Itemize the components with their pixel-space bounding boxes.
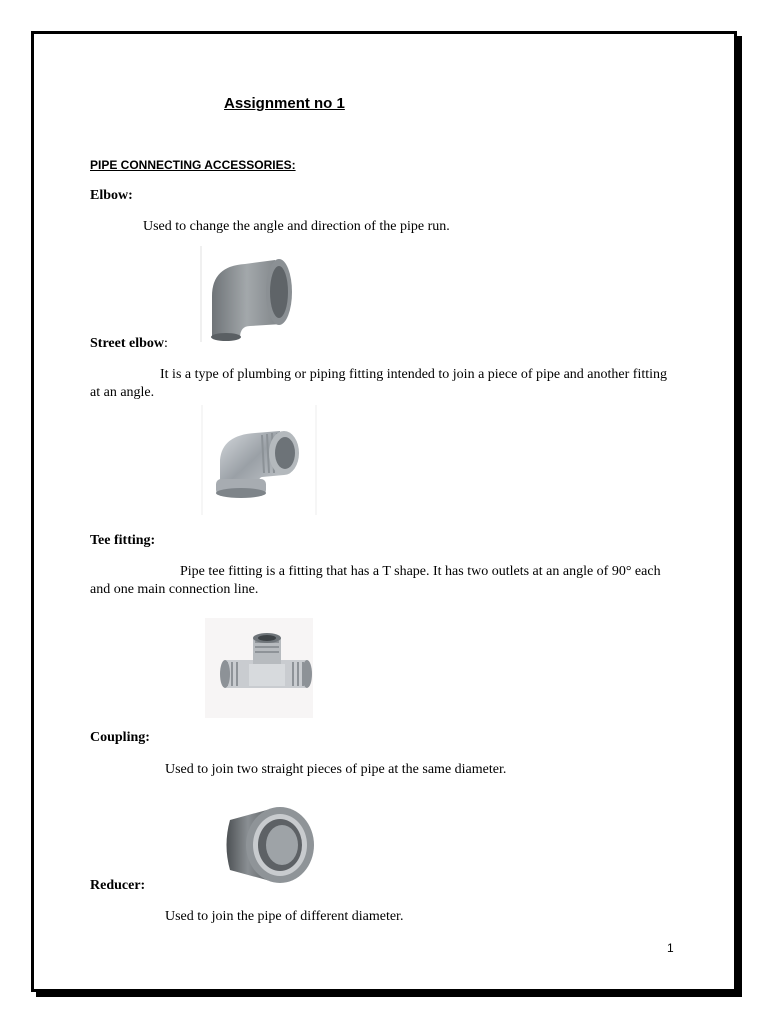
- tee-fitting-heading: Tee fitting:: [90, 533, 156, 548]
- coupling-image: [218, 802, 318, 888]
- section-heading: PIPE CONNECTING ACCESSORIES:: [90, 158, 296, 172]
- document-title: Assignment no 1: [224, 95, 345, 112]
- street-elbow-description: It is a type of plumbing or piping fitting intended to join a piece of pipe and another fitting at an angle.: [90, 367, 668, 400]
- coupling-description: Used to join two straight pieces of pipe at the same diameter.: [165, 762, 507, 777]
- reducer-heading: Reducer:: [90, 878, 146, 893]
- street-elbow-image: [200, 405, 318, 515]
- street-elbow-colon: :: [164, 336, 168, 351]
- street-elbow-heading: Street elbow: [90, 336, 164, 351]
- page-border: [31, 31, 737, 992]
- reducer-description: Used to join the pipe of different diameter.: [165, 909, 404, 924]
- elbow-description: Used to change the angle and direction of the pipe run.: [143, 219, 450, 234]
- coupling-heading: Coupling:: [90, 730, 150, 745]
- elbow-heading: Elbow:: [90, 188, 133, 203]
- tee-fitting-description: Pipe tee fitting is a fitting that has a T shape. It has two outlets at an angle of 90° each and one main connection line.: [90, 564, 661, 597]
- elbow-image: [200, 246, 300, 342]
- page-number: 1: [667, 941, 674, 955]
- street-elbow-heading-row: [90, 336, 168, 352]
- tee-fitting-image: [205, 618, 313, 718]
